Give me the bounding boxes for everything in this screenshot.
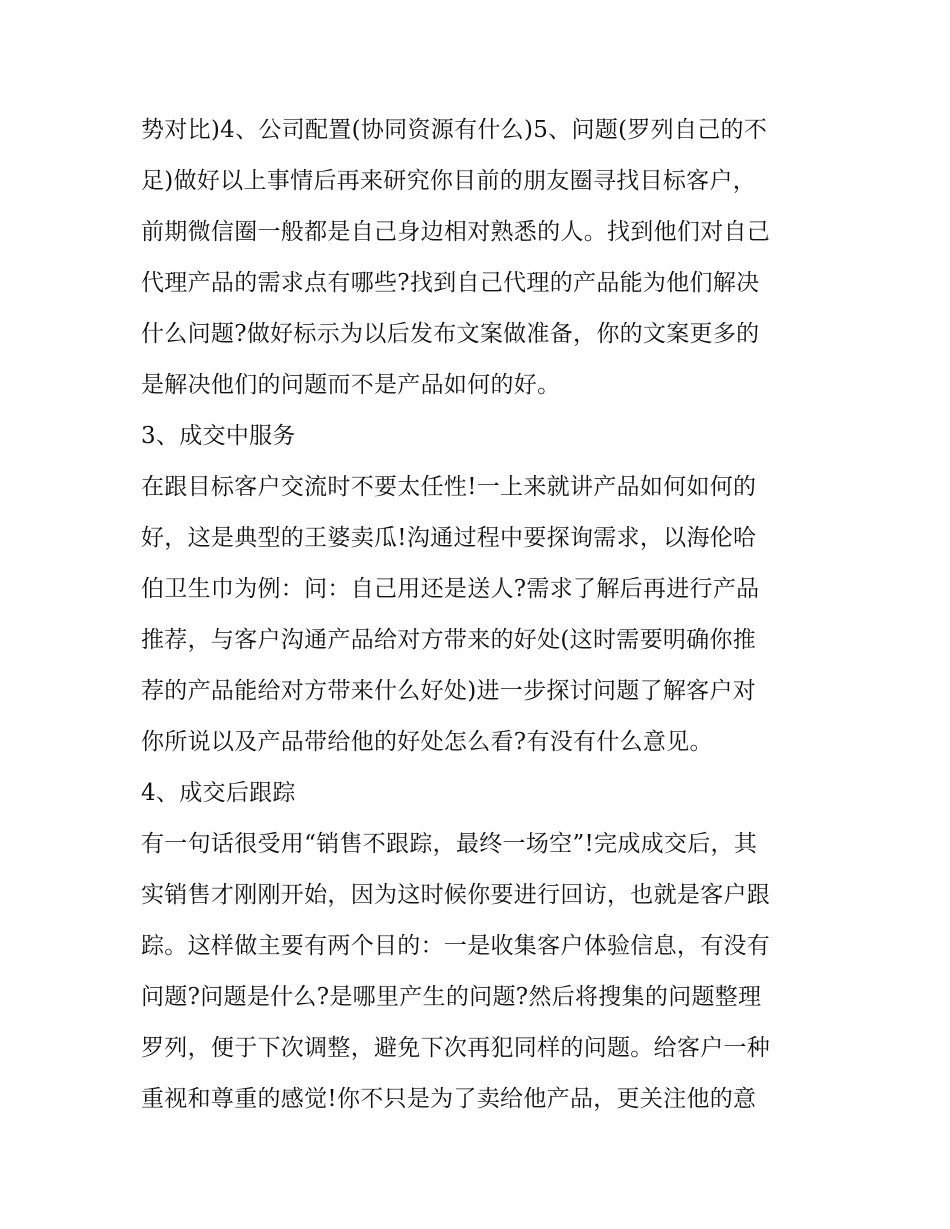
text-line: 实销售才刚刚开始，因为这时候你要进行回访，也就是客户跟 [141, 882, 771, 908]
text-line: 前期微信圈一般都是自己身边相对熟悉的人。找到他们对自己 [141, 219, 771, 245]
text-line: 踪。这样做主要有两个目的：一是收集客户体验信息，有没有 [141, 933, 771, 959]
text-line: 推荐，与客户沟通产品给对方带来的好处(这时需要明确你推 [141, 627, 757, 653]
document-body [141, 105, 821, 1125]
section-heading: 3、成交中服务 [141, 423, 296, 449]
text-line: 伯卫生巾为例：问：自己用还是送人?需求了解后再进行产品 [141, 576, 760, 602]
text-line: 问题?问题是什么?是哪里产生的问题?然后将搜集的问题整理 [141, 984, 762, 1010]
section-heading: 4、成交后跟踪 [141, 780, 296, 806]
text-line: 是解决他们的问题而不是产品如何的好。 [141, 372, 561, 398]
text-line: 势对比)4、公司配置(协同资源有什么)5、问题(罗列自己的不 [141, 117, 768, 143]
text-line: 重视和尊重的感觉!你不只是为了卖给他产品，更关注他的意 [141, 1086, 757, 1112]
text-line: 代理产品的需求点有哪些?找到自己代理的产品能为他们解决 [141, 270, 760, 296]
text-line: 有一句话很受用“销售不跟踪，最终一场空”!完成成交后，其 [141, 831, 758, 857]
text-line: 罗列，便于下次调整，避免下次再犯同样的问题。给客户一种 [141, 1035, 771, 1061]
text-line: 你所说以及产品带给他的好处怎么看?有没有什么意见。 [141, 729, 713, 755]
text-line: 荐的产品能给对方带来什么好处)进一步探讨问题了解客户对 [141, 678, 757, 704]
text-line: 在跟目标客户交流时不要太任性!一上来就讲产品如何如何的 [141, 474, 757, 500]
text-line: 什么问题?做好标示为以后发布文案做准备，你的文案更多的 [141, 321, 760, 347]
text-line: 足)做好以上事情后再来研究你目前的朋友圈寻找目标客户， [141, 168, 757, 194]
text-line: 好，这是典型的王婆卖瓜!沟通过程中要探询需求，以海伦哈 [141, 525, 757, 551]
